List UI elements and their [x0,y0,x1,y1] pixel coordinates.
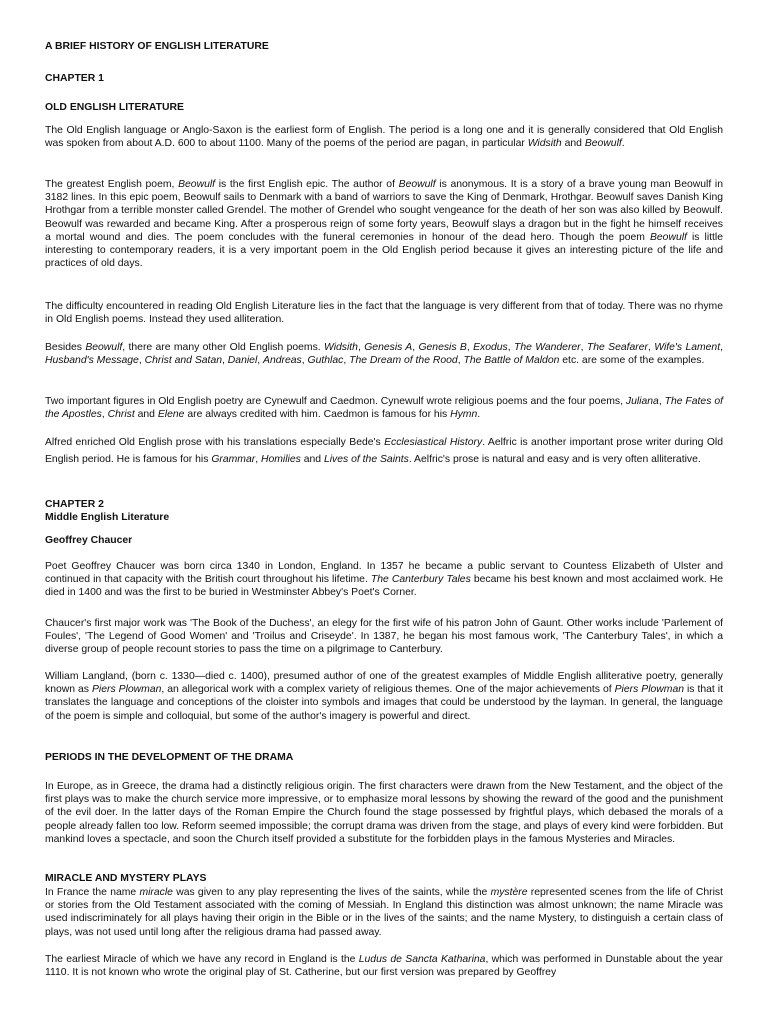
miracle-paragraph-1: In France the name miracle was given to any play representing the lives of the saints, while the mystère represented scenes from the life of Christ or stories from the Old Testament associated with the coming of Messiah. In England this distinction was almost unknown; the name Miracle was used indiscriminately for all plays having their origin in the Bible or in the lives of the saints; and the name Mystery, to distinguish a certain class of plays, was not used until long after the religious drama had passed away. [45,887,723,938]
chapter-1-label: CHAPTER 1 [45,73,104,84]
chapter-1-paragraph-4: Besides Beowulf, there are many other Old English poems. Widsith, Genesis A, Genesis B, Exodus, The Wanderer, The Seafarer, Wife's Lament, Husband's Message, Christ and Satan, Daniel, Andreas, Guthlac, The Dream of the Rood, The Battle of Maldon etc. are some of the examples. [45,342,723,367]
chapter-1-paragraph-3: The difficulty encountered in reading Old English Literature lies in the fact that the language is very different from that of today. There was no rhyme in Old English poems. Instead they used alliteration. [45,301,723,326]
miracle-paragraph-2: The earliest Miracle of which we have any record in England is the Ludus de Sancta Katharina, which was performed in Dunstable about the year 1110. It is not known who wrote the original play of St. Catherine, but our first version was prepared by Geoffrey [45,954,723,979]
chapter-2-paragraph-3: William Langland, (born c. 1330—died c. 1400), presumed author of one of the greatest examples of Middle English alliterative poetry, generally known as Piers Plowman, an allegorical work with a complex variety of religious themes. One of the major achievements of Piers Plowman is that it translates the language and conceptions of the cloister into symbols and images that could be understood by the layman. In general, the language of the poem is simple and colloquial, but some of the author's imagery is powerful and direct. [45,671,723,722]
chapter-2-label: CHAPTER 2 [45,499,104,510]
chapter-2-heading: Geoffrey Chaucer [45,535,133,546]
chapter-1-heading: OLD ENGLISH LITERATURE [45,102,184,113]
chapter-2-paragraph-1: Poet Geoffrey Chaucer was born circa 1340 in London, England. In 1357 he became a public servant to Countess Elizabeth of Ulster and continued in that capacity with the British court throughout his lifetime. The Canterbury Tales became his best known and most acclaimed work. He died in 1400 and was the first to be buried in Westminster Abbey's Poet's Corner. [45,561,723,599]
document-title: A BRIEF HISTORY OF ENGLISH LITERATURE [45,41,269,52]
chapter-1-paragraph-2: The greatest English poem, Beowulf is the first English epic. The author of Beowulf is anonymous. It is a story of a brave young man Beowulf in 3182 lines. In this epic poem, Beowulf sails to Denmark with a band of warriors to save the King of Denmark, Hrothgar. Beowulf saves Danish King Hrothgar from a terrible monster called Grendel. The mother of Grendel who sought vengeance for the death of her son was also killed by Beowulf. Beowulf was rewarded and became King. After a prosperous reign of some forty years, Beowulf slays a dragon but in the fight he himself receives a mortal wound and dies. The poem concludes with the funeral ceremonies in honour of the dead hero. Though the poem Beowulf is little interesting to contemporary readers, it is a very important poem in the Old English period because it gives an interesting picture of the life and practices of old days. [45,179,723,270]
drama-heading: PERIODS IN THE DEVELOPMENT OF THE DRAMA [45,752,294,763]
chapter-1-paragraph-1: The Old English language or Anglo-Saxon is the earliest form of English. The period is a long one and it is generally considered that Old English was spoken from about A.D. 600 to about 1100. Many of the poems of the period are pagan, in particular Widsith and Beowulf. [45,125,723,150]
chapter-1-paragraph-5: Two important figures in Old English poetry are Cynewulf and Caedmon. Cynewulf wrote religious poems and the four poems, Juliana, The Fates of the Apostles, Christ and Elene are always credited with him. Caedmon is famous for his Hymn. [45,396,723,421]
chapter-2-paragraph-2: Chaucer's first major work was 'The Book of the Duchess', an elegy for the first wife of his patron John of Gaunt. Other works include 'Parlement of Foules', 'The Legend of Good Women' and 'Troilus and Criseyde'. In 1387, he began his most famous work, 'The Canterbury Tales', in which a diverse group of people recount stories to pass the time on a pilgrimage to Canterbury. [45,618,723,656]
miracle-heading: MIRACLE AND MYSTERY PLAYS [45,873,207,884]
chapter-2-subtitle: Middle English Literature [45,512,170,523]
drama-paragraph: In Europe, as in Greece, the drama had a distinctly religious origin. The first characters were drawn from the New Testament, and the object of the first plays was to make the church service more impressive, or to emphasize moral lessons by showing the reward of the good and the punishment of the evil doer. In the latter days of the Roman Empire the Church found the stage possessed by frightful plays, which debased the morals of a people already fallen too low. Reform seemed impossible; the corrupt drama was driven from the stage, and plays of every kind were forbidden. But mankind loves a spectacle, and soon the Church itself provided a substitute for the forbidden plays in the famous Mysteries and Miracles. [45,781,723,845]
chapter-1-paragraph-6: Alfred enriched Old English prose with his translations especially Bede's Ecclesiastical History. Aelfric is another important prose writer during Old English period. He is famous for his Grammar, Homilies and Lives of the Saints. Aelfric's prose is natural and easy and is very often alliterative. [45,437,723,465]
